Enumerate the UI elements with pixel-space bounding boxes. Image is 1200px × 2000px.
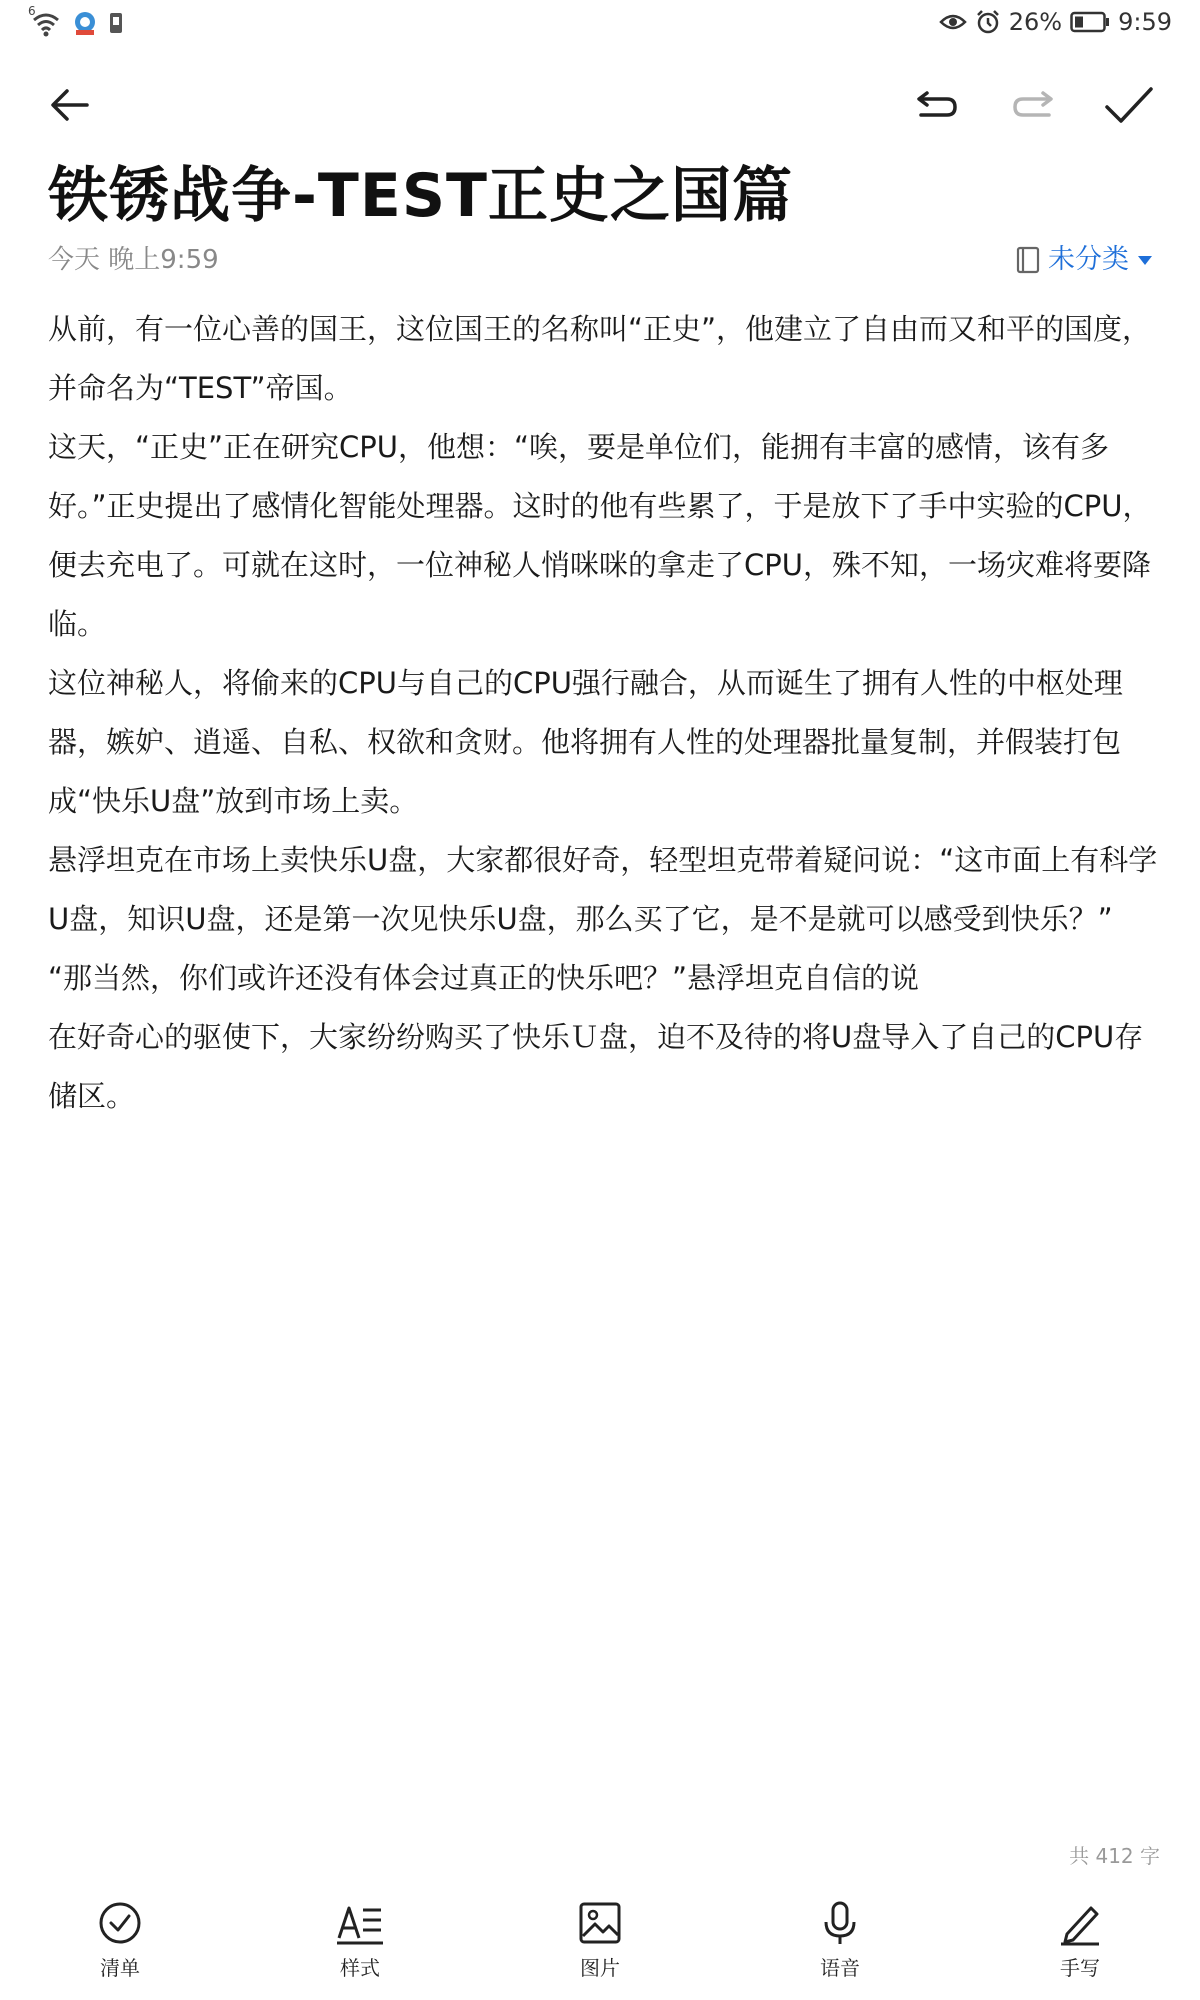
checklist-icon (97, 1900, 143, 1946)
undo-icon (913, 81, 961, 129)
paragraph: 这天，“正史”正在研究CPU，他想：“唉，要是单位们，能拥有丰富的感情，该有多好。”正史提出了感情化智能处理器。这时的他有些累了，于是放下了手中实验的CPU，便去充电了。可就在这时，一位神秘人悄咪咪的拿走了CPU，殊不知，一场灾难将要降临。 (48, 430, 1152, 641)
redo-icon (1009, 81, 1057, 129)
editor-toolbar (0, 70, 1200, 140)
paragraph: 在好奇心的驱使下，大家纷纷购买了快乐Ｕ盘，迫不及待的将U盘导入了自己的CPU存储区。 (48, 1020, 1144, 1113)
back-button[interactable] (36, 70, 106, 140)
status-right (939, 8, 1172, 36)
text-style-button[interactable] (300, 1900, 420, 1995)
status-left (28, 4, 124, 38)
image-label: 图片 (580, 1956, 620, 1980)
handwriting-label: 手写 (1060, 1956, 1100, 1980)
note-title[interactable]: 铁锈战争-TEST正史之国篇 (48, 161, 793, 231)
check-icon (1103, 81, 1155, 129)
image-icon (577, 1900, 623, 1946)
paragraph: 这位神秘人，将偷来的CPU与自己的CPU强行融合，从而诞生了拥有人性的中枢处理器，嫉妒、逍遥、自私、权欲和贪财。他将拥有人性的处理器批量复制，并假装打包成“快乐U盘”放到市场上卖。 (48, 666, 1123, 818)
wifi-icon (28, 4, 62, 38)
pen-icon (1057, 1900, 1103, 1946)
checklist-button[interactable] (60, 1900, 180, 1995)
handwriting-button[interactable] (1020, 1900, 1140, 1995)
status-bar (0, 0, 1200, 48)
paragraph: 悬浮坦克在市场上卖快乐U盘，大家都很好奇，轻型坦克带着疑问说：“这市面上有科学U盘，知识U盘，还是第一次见快乐U盘，那么买了它，是不是就可以感受到快乐？” (48, 843, 1158, 936)
category-selector[interactable] (1016, 240, 1153, 280)
note-body[interactable] (48, 300, 1160, 1126)
eye-icon (939, 10, 967, 34)
alarm-icon (975, 9, 1001, 35)
redo-button[interactable] (998, 70, 1068, 140)
status-time: 9:59 (1118, 8, 1172, 36)
checklist-label: 清单 (100, 1956, 140, 1980)
caret-down-icon (1137, 254, 1153, 266)
bottom-toolbar (0, 1890, 1200, 2000)
microphone-icon (817, 1900, 863, 1946)
battery-percent: 26% (1008, 8, 1063, 36)
word-count: 共 412 字 (1069, 1844, 1160, 1868)
image-button[interactable] (540, 1900, 660, 1995)
text-style-label: 样式 (340, 1956, 380, 1980)
sim-card-icon (108, 11, 124, 35)
notebook-icon (1016, 246, 1040, 274)
note-timestamp: 今天 晚上9:59 (48, 245, 219, 275)
category-label: 未分类 (1048, 244, 1129, 275)
signal-label: 6 (28, 4, 36, 18)
paragraph: 从前，有一位心善的国王，这位国王的名称叫“正史”，他建立了自由而又和平的国度，并命名为“TEST”帝国。 (48, 312, 1152, 405)
voice-label: 语音 (820, 1956, 860, 1980)
arrow-left-icon (47, 81, 95, 129)
paragraph: “那当然，你们或许还没有体会过真正的快乐吧？”悬浮坦克自信的说 (48, 961, 920, 995)
battery-icon (1070, 11, 1110, 33)
text-style-icon (335, 1900, 385, 1946)
app-notification-icon (72, 10, 98, 36)
undo-button[interactable] (902, 70, 972, 140)
done-button[interactable] (1094, 70, 1164, 140)
note-meta (48, 240, 1153, 280)
voice-button[interactable] (780, 1900, 900, 1995)
